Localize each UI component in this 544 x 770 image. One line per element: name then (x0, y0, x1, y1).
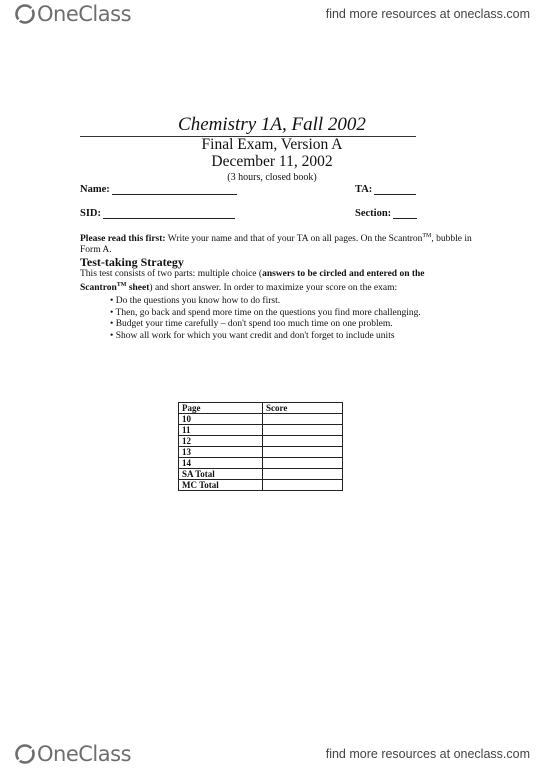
table-row (179, 425, 343, 436)
section-blank[interactable] (393, 208, 417, 219)
section-label: Section: (355, 208, 392, 219)
instructions-text-2: , bubble in Form A. (80, 234, 472, 256)
strategy-bold-2: sheet (126, 283, 150, 294)
footer-bar (0, 740, 544, 770)
footer-resources-link[interactable]: find more resources at oneclass.com (325, 747, 530, 761)
row-label: 12 (179, 436, 263, 447)
instructions (80, 231, 480, 256)
row-label: 14 (179, 458, 263, 469)
sid-label: SID: (80, 208, 102, 219)
score-cell[interactable] (263, 436, 343, 447)
table-row (179, 447, 343, 458)
footer-brand-logo[interactable] (14, 742, 131, 766)
oneclass-logo-icon (14, 743, 36, 765)
header-score: Score (263, 403, 343, 414)
table-row (179, 480, 343, 491)
strategy-text (80, 269, 470, 294)
footer-brand-name: OneClass (37, 742, 132, 766)
table-row (179, 458, 343, 469)
score-cell[interactable] (263, 469, 343, 480)
table-row (179, 436, 343, 447)
ta-label: TA: (355, 184, 373, 195)
row-label: 10 (179, 414, 263, 425)
header-bar (0, 0, 544, 30)
score-cell[interactable] (263, 425, 343, 436)
strategy-heading: Test-taking Strategy (80, 255, 184, 269)
strategy-tm: TM (116, 282, 127, 288)
instructions-tm: TM (422, 233, 432, 239)
score-table (178, 402, 343, 491)
row-label: 11 (179, 425, 263, 436)
exam-title: Chemistry 1A, Fall 2002 (178, 114, 366, 135)
section-field[interactable] (355, 208, 417, 219)
list-item: • Then, go back and spend more time on the questions you find more challenging. (110, 308, 450, 320)
strategy-bullets (110, 296, 450, 342)
score-cell[interactable] (263, 414, 343, 425)
list-item: • Do the questions you know how to do first. (110, 296, 450, 308)
brand-name: OneClass (37, 2, 132, 26)
row-label: MC Total (179, 480, 263, 491)
row-label: SA Total (179, 469, 263, 480)
sid-blank[interactable] (103, 208, 235, 219)
header-page: Page (179, 403, 263, 414)
oneclass-logo-icon (14, 3, 36, 25)
name-blank[interactable] (112, 184, 237, 195)
name-label: Name: (80, 184, 110, 195)
exam-version: Final Exam, Version A (201, 136, 343, 153)
score-cell[interactable] (263, 458, 343, 469)
ta-field[interactable] (355, 184, 416, 195)
name-field[interactable] (80, 184, 237, 195)
instructions-text-1: Write your name and that of your TA on all pages. On the Scantron (165, 234, 423, 245)
score-cell[interactable] (263, 480, 343, 491)
table-header-row (179, 403, 343, 414)
exam-note: (3 hours, closed book) (227, 172, 317, 183)
instructions-lead: Please read this first: (80, 234, 166, 245)
resources-link[interactable]: find more resources at oneclass.com (325, 7, 530, 21)
table-row (179, 414, 343, 425)
score-cell[interactable] (263, 447, 343, 458)
list-item: • Show all work for which you want credit and don't forget to include units (110, 331, 450, 343)
table-row (179, 469, 343, 480)
exam-date: December 11, 2002 (211, 153, 333, 170)
brand-logo[interactable] (14, 2, 131, 26)
strategy-text-2: ) and short answer. In order to maximize your score on the exam: (149, 283, 398, 294)
list-item: • Budget your time carefully – don't spend too much time on one problem. (110, 319, 450, 331)
strategy-bold-1: answers to be circled and entered on the Scantron (80, 269, 425, 294)
sid-field[interactable] (80, 208, 235, 219)
ta-blank[interactable] (374, 184, 416, 195)
strategy-text-1: This test consists of two parts: multiple choice ( (80, 269, 263, 279)
row-label: 13 (179, 447, 263, 458)
